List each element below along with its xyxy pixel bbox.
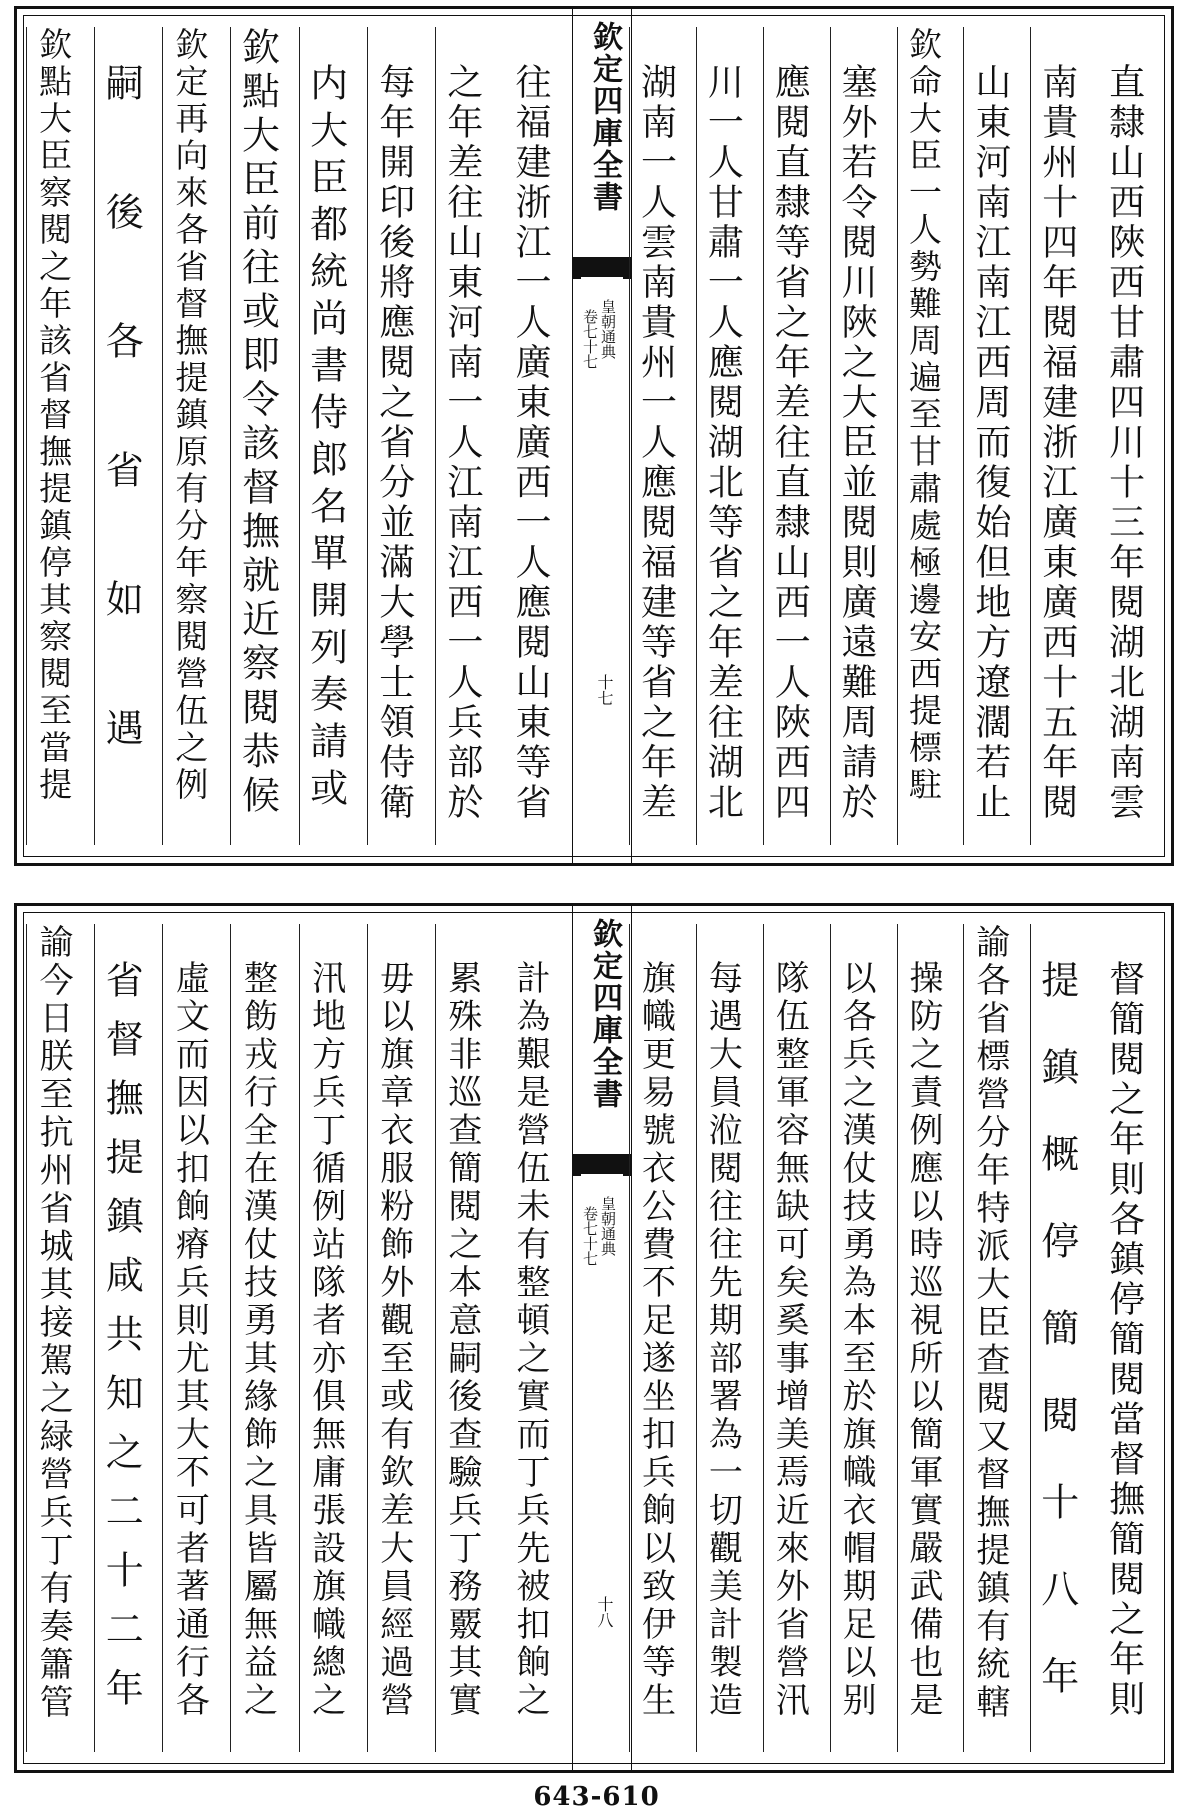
bottom-page-half xyxy=(0,895,1193,1775)
column-text: 省督撫提鎮咸共知之二十二年 xyxy=(99,960,144,1727)
text-column xyxy=(367,924,436,1752)
column-text: 直隸山西陜西甘肅四川十三年閱湖北湖南雲 xyxy=(1103,63,1145,823)
text-column xyxy=(367,27,436,845)
column-text: 每年開印後將應閱之省分並滿大學士領侍衛 xyxy=(373,63,415,823)
gutter-folio: 十七 xyxy=(595,674,614,706)
text-column xyxy=(299,924,368,1752)
bottom-left-panel xyxy=(27,906,572,1770)
text-column xyxy=(435,924,504,1752)
text-column xyxy=(830,27,898,845)
text-column xyxy=(162,27,231,845)
column-text: 每遇大員涖閱往往先期部署為一切觀美計製造 xyxy=(702,960,743,1720)
book-title: 欽定四庫全書 xyxy=(587,918,622,1110)
gutter-folio: 十八 xyxy=(595,1596,614,1628)
text-column xyxy=(1098,27,1165,845)
gutter-juan: 卷七十七 xyxy=(581,1206,599,1266)
bottom-right-panel xyxy=(630,906,1165,1770)
column-text: 督簡閱之年則各鎮停簡閱當督撫簡閱之年則 xyxy=(1103,960,1145,1720)
text-column xyxy=(696,27,764,845)
column-text: 内大臣都統尚書侍郎名單開列奏請或 xyxy=(303,63,348,815)
text-column xyxy=(94,924,163,1752)
top-left-panel xyxy=(27,9,572,863)
column-text: 累殊非巡查簡閱之本意嗣後查驗兵丁務覈其實 xyxy=(441,960,482,1720)
text-column xyxy=(763,27,831,845)
text-column xyxy=(230,924,299,1752)
column-text: 之年差往山東河南一人江南江西一人兵部於 xyxy=(441,63,483,823)
column-text: 南貴州十四年閱福建浙江廣東廣西十五年閱 xyxy=(1036,63,1078,823)
column-text: 欽點大臣察閱之年該省督撫提鎮停其察閱至當提 xyxy=(34,27,74,804)
column-text: 以各兵之漢仗技勇為本至於旗幟衣帽期足以别 xyxy=(836,960,877,1720)
page-code: 643-610 xyxy=(533,1782,660,1812)
text-column xyxy=(94,27,163,845)
column-text: 提鎮概停簡閱十八年 xyxy=(1034,960,1079,1743)
text-column xyxy=(504,924,572,1752)
column-text: 往福建浙江一人廣東廣西一人應閱山東等省 xyxy=(509,63,551,823)
text-column xyxy=(696,924,764,1752)
text-column xyxy=(963,924,1031,1752)
book-title: 欽定四庫全書 xyxy=(587,21,622,213)
text-column xyxy=(26,924,95,1752)
column-text: 計為艱是營伍未有整頓之實而丁兵先被扣餉之 xyxy=(509,960,550,1720)
text-column xyxy=(504,27,572,845)
text-column xyxy=(763,924,831,1752)
column-text: 欽點大臣前往或即令該督撫就近察閱恭候 xyxy=(235,27,280,819)
column-text: 隊伍整軍容無缺可矣奚事增美焉近來外省營汛 xyxy=(769,960,810,1720)
top-page-half xyxy=(0,0,1193,875)
text-column xyxy=(897,924,965,1752)
column-text: 汛地方兵丁循例站隊者亦俱無庸張設旗幟總之 xyxy=(305,960,346,1720)
column-text: 整飭戎行全在漢仗技勇其緣飾之具皆屬無益之 xyxy=(237,960,278,1720)
column-text: 操防之責例應以時巡視所以簡軍實嚴武備也是 xyxy=(902,960,943,1720)
text-column xyxy=(435,27,504,845)
text-column xyxy=(1030,27,1098,845)
text-column xyxy=(629,924,697,1752)
column-text: 諭各省標營分年特派大臣查閱又督撫提鎮有統轄 xyxy=(969,924,1010,1722)
bottom-center-gutter xyxy=(572,906,632,1770)
column-text: 旗幟更易號衣公費不足遂坐扣兵餉以致伊等生 xyxy=(635,960,676,1720)
column-text: 川一人甘肅一人應閱湖北等省之年差往湖北 xyxy=(702,63,744,823)
text-column xyxy=(963,27,1031,845)
column-text: 湖南一人雲南貴州一人應閱福建等省之年差 xyxy=(635,63,677,823)
text-column xyxy=(299,27,368,845)
text-column xyxy=(1030,924,1098,1752)
column-text: 嗣後各省如遇 xyxy=(99,63,144,837)
gutter-subtitle: 皇朝通典 xyxy=(599,1196,617,1256)
column-text: 欽定再向來各省督撫提鎮原有分年察閱營伍之例 xyxy=(170,27,210,804)
gutter-juan: 卷七十七 xyxy=(581,309,599,369)
text-column xyxy=(830,924,898,1752)
text-column xyxy=(1098,924,1165,1752)
column-text: 毋以旗章衣服粉飾外觀至或有欽差大員經過營 xyxy=(373,960,414,1720)
text-column xyxy=(26,27,95,845)
column-text: 虛文而因以扣餉瘠兵則尤其大不可者著通行各 xyxy=(169,960,210,1720)
column-text: 塞外若令閱川陜之大臣並閱則廣遠難周請於 xyxy=(836,63,878,823)
column-text: 山東河南江南江西周而復始但地方遼濶若止 xyxy=(969,63,1011,823)
top-center-gutter xyxy=(572,9,632,863)
column-text: 欽命大臣一人勢難周遍至甘肅處極邊安西提標駐 xyxy=(903,27,943,804)
text-column xyxy=(629,27,697,845)
text-column xyxy=(897,27,965,845)
bottom-page-frame xyxy=(14,903,1174,1773)
gutter-subtitle: 皇朝通典 xyxy=(599,299,617,359)
top-page-frame xyxy=(14,6,1174,866)
text-column xyxy=(230,27,299,845)
text-column xyxy=(162,924,231,1752)
column-text: 應閱直隸等省之年差往直隸山西一人陜西四 xyxy=(769,63,811,823)
column-text: 諭今日朕至抗州省城其接駕之緑營兵丁有奏簫管 xyxy=(33,924,74,1722)
top-right-panel xyxy=(630,9,1165,863)
